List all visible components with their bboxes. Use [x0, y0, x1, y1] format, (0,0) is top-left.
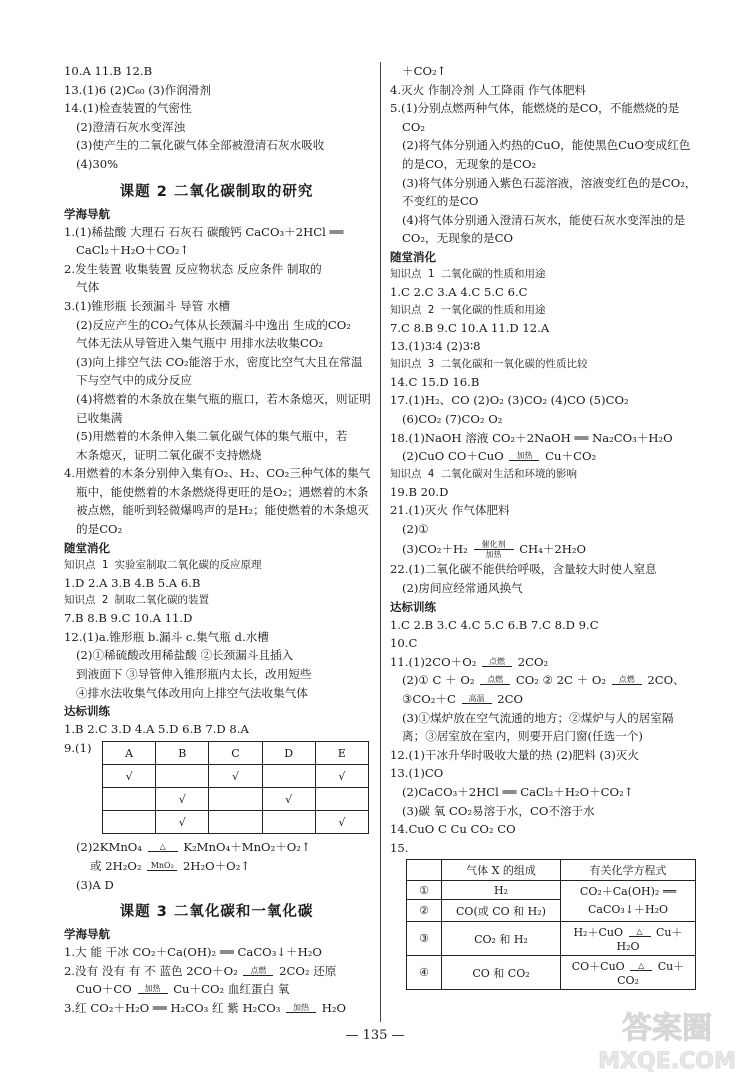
- table-cell: √: [156, 811, 209, 834]
- eq-text: CO₂＋Ca(OH)₂ ══: [579, 885, 677, 899]
- answer-line: (3)碳 氧 CO₂易溶于水，CO不溶于水: [402, 803, 595, 818]
- answer-table: [102, 741, 369, 834]
- table-cell: √: [262, 788, 315, 811]
- answer-line: (4)30%: [76, 156, 119, 171]
- answer-line: (4)将气体分别通入澄清石灰水，能使石灰水变浑浊的是: [402, 212, 686, 227]
- condition-text: △: [159, 842, 166, 852]
- lesson-2-title: 课题 2 二氧化碳制取的研究: [119, 183, 314, 200]
- eq-text: 2CO₂: [517, 654, 549, 669]
- condition-text: 加热: [144, 984, 161, 994]
- section-heading: 随堂消化: [64, 540, 110, 555]
- answer-line: (2)CaCO₃＋2HCl ══ CaCl₂＋H₂O＋CO₂↑: [402, 785, 634, 799]
- section-heading: 学海导航: [64, 206, 110, 221]
- table-header: E: [315, 742, 368, 765]
- answer-line: 13.(1)3∶4 (2)3∶8: [390, 339, 481, 354]
- answer-line: 木条熄灭，证明二氧化碳不支持燃烧: [76, 447, 262, 462]
- lesson-3-title: 课题 3 二氧化碳和一氧化碳: [119, 904, 314, 921]
- answer-line: 1.(1)稀盐酸 大理石 石灰石 碳酸钙 CaCO₃＋2HCl ══: [64, 224, 344, 239]
- answer-line: CO₂: [402, 119, 426, 134]
- table-cell: CO₂ 和 H₂: [442, 922, 561, 956]
- knowledge-point: 知识点 1 实验室制取二氧化碳的反应原理: [64, 558, 262, 571]
- table-cell: √: [315, 811, 368, 834]
- condition-text: 加热: [293, 1002, 310, 1012]
- knowledge-point: 知识点 4 二氧化碳对生活和环境的影响: [390, 467, 577, 480]
- answer-line: 的是CO，无现象的是CO₂: [402, 156, 537, 171]
- answer-line: 离；③居室放在室内，则要开启门窗(任选一个): [402, 729, 643, 744]
- equation-line: [390, 538, 710, 560]
- answer-line: 2.发生装置 收集装置 反应物状态 反应条件 制取的: [64, 261, 322, 276]
- reaction-condition: [462, 695, 492, 705]
- reaction-condition: [147, 862, 177, 872]
- eq-text: CH₄＋2H₂O: [519, 542, 587, 557]
- reaction-condition: [612, 676, 642, 686]
- eq-text: ③CO₂＋C: [402, 692, 456, 707]
- table-cell: CO(或 CO 和 H₂): [442, 900, 561, 922]
- answer-line: (2)①: [402, 521, 429, 536]
- condition-text: 催化剂: [481, 540, 506, 550]
- eq-text: CaCO₃↓＋H₂O: [587, 903, 669, 917]
- knowledge-point: 知识点 2 一氧化碳的性质和用途: [390, 303, 546, 316]
- answer-line: 7.B 8.B 9.C 10.A 11.D: [64, 611, 193, 626]
- equation-line: [390, 690, 710, 709]
- eq-text: H₂O: [321, 1000, 346, 1015]
- answer-line: 21.(1)灭火 作气体肥料: [390, 503, 510, 518]
- table-cell: [315, 788, 368, 811]
- eq-text: 2CO: [497, 692, 524, 707]
- right-column: [390, 62, 710, 990]
- equation-line: [390, 447, 710, 466]
- reaction-condition: [630, 962, 652, 972]
- condition-text: 点燃: [250, 965, 267, 975]
- table-header: 有关化学方程式: [561, 860, 696, 881]
- answer-line: 已收集满: [76, 410, 123, 425]
- table-cell: [156, 765, 209, 788]
- reaction-condition: [286, 1004, 316, 1014]
- answer-line: 14.CuO C Cu CO₂ CO: [390, 822, 516, 837]
- eq-text: H₂＋CuO: [573, 926, 623, 940]
- answer-line: 22.(1)二氧化碳不能供给呼吸，含量较大时使人窒息: [390, 562, 657, 577]
- eq-text: K₂MnO₄＋MnO₂＋O₂↑: [183, 840, 311, 855]
- table-header: B: [156, 742, 209, 765]
- table-cell: ③: [407, 922, 442, 956]
- eq-text: 2.没有 没有 有 不 蓝色 2CO＋O₂: [64, 963, 238, 978]
- knowledge-point: 知识点 1 二氧化碳的性质和用途: [390, 267, 546, 280]
- answer-line: (2)澄清石灰水变浑浊: [76, 119, 186, 134]
- reaction-condition: [243, 967, 273, 977]
- equation-line: [64, 980, 369, 999]
- equation-line: [64, 962, 369, 981]
- answer-line: (3)①煤炉放在空气流通的地方；②煤炉与人的居室隔: [402, 710, 674, 725]
- answer-line: 19.B 20.D: [390, 484, 449, 499]
- table-cell: √: [209, 765, 262, 788]
- knowledge-point: 知识点 2 制取二氧化碳的装置: [64, 594, 209, 607]
- answer-line: 气体无法从导管进入集气瓶中 用排水法收集CO₂: [76, 336, 323, 351]
- answer-line: 3.(1)锥形瓶 长颈漏斗 导管 水槽: [64, 298, 231, 313]
- table-cell: [561, 956, 696, 990]
- watermark-logo: [592, 1004, 742, 1076]
- answer-line: (6)CO₂ (7)CO₂ O₂: [402, 411, 503, 426]
- table-cell: [103, 811, 156, 834]
- answer-line: 瓶中，能使燃着的木条燃烧得更旺的是O₂；遇燃着的木条: [76, 484, 369, 499]
- reaction-condition: [138, 985, 168, 995]
- answer-line: 10.C: [390, 636, 418, 651]
- answer-line: (3)A D: [76, 877, 114, 892]
- table-cell: ②: [407, 900, 442, 922]
- condition-text: △: [638, 961, 645, 971]
- answer-line: (3)将气体分别通入紫色石蕊溶液，溶液变红色的是CO₂，: [402, 175, 697, 190]
- answer-line: 13.(1)6 (2)C₆₀ (3)作润滑剂: [64, 82, 211, 97]
- answer-line: 13.(1)CO: [390, 766, 444, 781]
- answer-line: 12.(1)a.锥形瓶 b.漏斗 c.集气瓶 d.水槽: [64, 629, 269, 644]
- watermark-bottom: MXQE.COM: [598, 1049, 736, 1074]
- watermark-top: 答案圈: [622, 1011, 712, 1046]
- eq-text: 2CO₂ 还原: [279, 963, 337, 978]
- column-divider: [380, 62, 381, 1022]
- table-header: D: [262, 742, 315, 765]
- answer-line: (2)将气体分别通入灼热的CuO，能使黑色CuO变成红色: [402, 138, 691, 153]
- table-cell: [561, 922, 696, 956]
- table-header: 气体 X 的组成: [442, 860, 561, 881]
- condition-text: 高温: [468, 694, 485, 704]
- eq-text: (3)CO₂＋H₂: [402, 542, 468, 557]
- equation-line: [64, 838, 369, 857]
- eq-text: CO₂ ② 2C ＋ O₂: [515, 673, 607, 688]
- eq-text: 2CO、: [647, 673, 685, 688]
- table-cell: √: [315, 765, 368, 788]
- answer-line: 被点燃，能听到轻微爆鸣声的是H₂；能使燃着的木条熄灭: [76, 503, 370, 518]
- table-cell: √: [156, 788, 209, 811]
- eq-text: 3.红 CO₂＋H₂O ══ H₂CO₃ 红 紫 H₂CO₃: [64, 1000, 281, 1015]
- answer-line: 4.用燃着的木条分别伸入集有O₂、H₂、CO₂三种气体的集气: [64, 466, 371, 481]
- table-cell: [209, 811, 262, 834]
- answer-line: 12.(1)干冰升华时吸收大量的热 (2)肥料 (3)灭火: [390, 747, 639, 762]
- equation-line: [390, 671, 710, 690]
- table-cell: ④: [407, 956, 442, 990]
- answer-line: CO₂，无现象的是CO: [402, 231, 513, 246]
- eq-text: (2)CuO CO＋CuO: [402, 449, 504, 464]
- answer-line: 1.B 2.C 3.D 4.A 5.D 6.B 7.D 8.A: [64, 722, 249, 737]
- table-cell: [209, 788, 262, 811]
- eq-text: Cu＋CO₂: [617, 960, 685, 988]
- answer-line: 18.(1)NaOH 溶液 CO₂＋2NaOH ══ Na₂CO₃＋H₂O: [390, 430, 673, 445]
- eq-text: CO＋CuO: [571, 960, 625, 974]
- answer-line: 不变红的是CO: [402, 194, 479, 209]
- table-cell: CO 和 CO₂: [442, 956, 561, 990]
- page-number: — 135 —: [345, 1028, 405, 1043]
- answer-line: (3)使产生的二氧化碳气体全部被澄清石灰水吸收: [76, 138, 325, 153]
- reaction-condition: [482, 658, 512, 668]
- answer-line: 17.(1)H₂、CO (2)O₂ (3)CO₂ (4)CO (5)CO₂: [390, 393, 629, 408]
- table-cell: [561, 881, 696, 922]
- reaction-condition: [474, 541, 514, 559]
- gas-table: [406, 859, 696, 990]
- answer-line: 5.(1)分别点燃两种气体，能燃烧的是CO，不能燃烧的是: [390, 101, 680, 116]
- answer-line: (2)反应产生的CO₂气体从长颈漏斗中逸出 生成的CO₂: [76, 317, 351, 332]
- answer-line: (4)将燃着的木条放在集气瓶的瓶口，若木条熄灭，则证明: [76, 391, 371, 406]
- condition-text: MnO₂: [150, 861, 174, 870]
- reaction-condition: [629, 928, 651, 938]
- reaction-condition: [480, 676, 510, 686]
- table-cell: ①: [407, 881, 442, 900]
- answer-line: 1.大 能 干冰 CO₂＋Ca(OH)₂ ══ CaCO₃↓＋H₂O: [64, 945, 322, 960]
- answer-line: (5)用燃着的木条伸入集二氧化碳气体的集气瓶中，若: [76, 429, 348, 444]
- eq-text: (2)2KMnO₄: [76, 840, 142, 855]
- answer-line: 14.C 15.D 16.B: [390, 374, 480, 389]
- eq-text: Cu＋H₂O: [616, 926, 683, 954]
- section-heading: 达标训练: [64, 704, 110, 719]
- table-header: C: [209, 742, 262, 765]
- condition-text: 点燃: [618, 675, 635, 685]
- answer-line: 7.C 8.B 9.C 10.A 11.D 12.A: [390, 320, 550, 335]
- answer-line: CaCl₂＋H₂O＋CO₂↑: [76, 243, 190, 258]
- answer-line: 的是CO₂: [76, 522, 123, 537]
- section-heading: 学海导航: [64, 927, 110, 942]
- eq-text: 或 2H₂O₂: [90, 859, 142, 873]
- answer-line: 9.(1): [64, 740, 92, 755]
- answer-line: (2)房间应经常通风换气: [402, 581, 523, 596]
- answer-line: 14.(1)检查装置的气密性: [64, 101, 192, 116]
- table-cell: [262, 811, 315, 834]
- answer-line: 4.灭火 作制冷剂 人工降雨 作气体肥料: [390, 82, 587, 97]
- answer-line: (2)①稀硫酸改用稀盐酸 ②长颈漏斗且插入: [76, 648, 294, 663]
- answer-line: 10.A 11.B 12.B: [64, 64, 153, 78]
- section-heading: 随堂消化: [390, 249, 436, 264]
- equation-line: [64, 857, 369, 876]
- knowledge-point: 知识点 3 二氧化碳和一氧化碳的性质比较: [390, 357, 588, 370]
- eq-text: Cu＋CO₂: [545, 449, 597, 464]
- table-cell: [262, 765, 315, 788]
- condition-text: 加热: [485, 550, 502, 560]
- reaction-condition: [148, 843, 178, 853]
- eq-text: 11.(1)2CO＋O₂: [390, 654, 477, 669]
- condition-text: 加热: [516, 451, 533, 461]
- answer-line: 1.C 2.B 3.C 4.C 5.C 6.B 7.C 8.D 9.C: [390, 617, 599, 632]
- table-cell: [103, 788, 156, 811]
- eq-text: Cu＋CO₂ 血红蛋白 氧: [173, 982, 290, 997]
- equation-line: [390, 653, 710, 672]
- table-header: [407, 860, 442, 881]
- table-cell: H₂: [442, 881, 561, 900]
- answer-line: (3)向上排空气法 CO₂能溶于水，密度比空气大且在常温: [76, 354, 363, 369]
- answer-line: ＋CO₂↑: [402, 64, 447, 78]
- answer-line: ④排水法收集气体改用向上排空气法收集气体: [76, 685, 308, 700]
- answer-line: 气体: [76, 280, 100, 295]
- answer-line: 15.: [390, 840, 409, 855]
- eq-text: CuO＋CO: [76, 982, 132, 997]
- condition-text: 点燃: [487, 675, 504, 685]
- left-column: [64, 62, 369, 1018]
- condition-text: △: [636, 927, 643, 937]
- condition-text: 点燃: [489, 656, 506, 666]
- section-heading: 达标训练: [390, 599, 436, 614]
- answer-line: 1.C 2.C 3.A 4.C 5.C 6.C: [390, 284, 528, 299]
- equation-line: [64, 999, 369, 1018]
- table-header: A: [103, 742, 156, 765]
- table-cell: √: [103, 765, 156, 788]
- reaction-condition: [509, 452, 539, 462]
- eq-text: 2H₂O＋O₂↑: [182, 859, 251, 873]
- answer-line: 1.D 2.A 3.B 4.B 5.A 6.B: [64, 575, 201, 590]
- answer-line: 下与空气中的成分反应: [76, 373, 192, 388]
- answer-line: 到液面下 ③导管伸入锥形瓶内太长，改用短些: [76, 667, 312, 682]
- eq-text: (2)① C ＋ O₂: [402, 673, 475, 688]
